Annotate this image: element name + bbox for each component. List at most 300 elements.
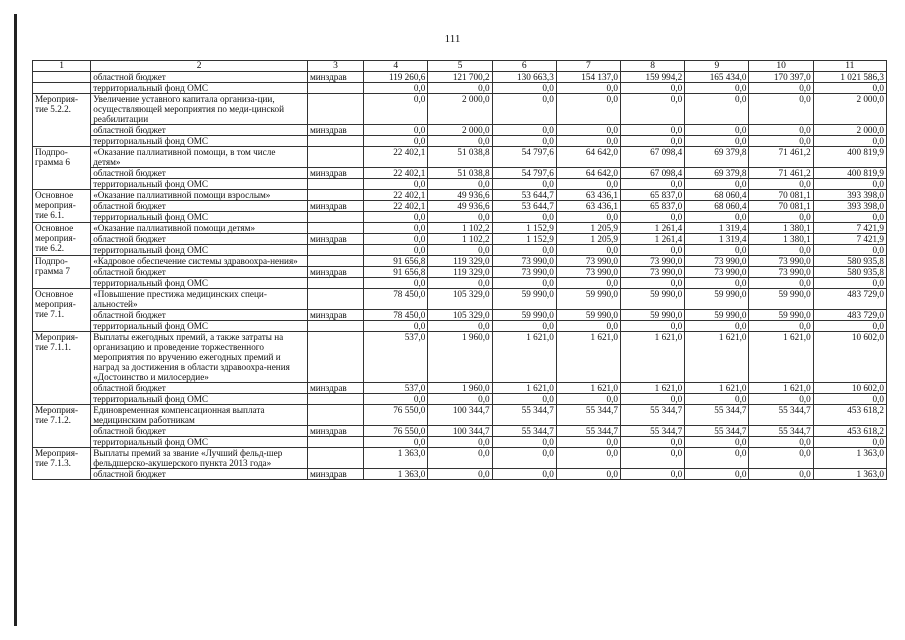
value-cell: 2 000,0 (813, 125, 886, 136)
value-cell: 159 994,2 (621, 72, 685, 83)
value-cell: 68 060,4 (685, 190, 749, 201)
value-cell: 580 935,8 (813, 267, 886, 278)
table-row (33, 448, 887, 469)
value-cell: 22 402,1 (364, 201, 428, 212)
value-cell: 0,0 (685, 245, 749, 256)
value-cell: 0,0 (813, 245, 886, 256)
executor-cell: минздрав (307, 310, 363, 321)
value-cell: 78 450,0 (364, 289, 428, 310)
item-description-cell: областной бюджет (91, 168, 308, 179)
value-cell: 1 621,0 (492, 383, 556, 394)
value-cell: 0,0 (556, 448, 620, 469)
value-cell: 59 990,0 (492, 310, 556, 321)
value-cell: 580 935,8 (813, 256, 886, 267)
value-cell: 0,0 (492, 448, 556, 469)
value-cell: 1 380,1 (749, 234, 813, 245)
table-row (33, 278, 887, 289)
item-description-cell: областной бюджет (91, 234, 308, 245)
value-cell: 0,0 (556, 94, 620, 125)
value-cell: 73 990,0 (621, 267, 685, 278)
value-cell: 0,0 (556, 245, 620, 256)
item-description-cell: Единовременная компенсационная выплата медицинским работникам (91, 405, 308, 426)
value-cell: 105 329,0 (428, 289, 492, 310)
value-cell: 76 550,0 (364, 405, 428, 426)
value-cell: 7 421,9 (813, 223, 886, 234)
value-cell: 119 329,0 (428, 256, 492, 267)
value-cell: 0,0 (428, 437, 492, 448)
value-cell: 0,0 (621, 212, 685, 223)
value-cell: 22 402,1 (364, 147, 428, 168)
value-cell: 54 797,6 (492, 147, 556, 168)
value-cell: 49 936,6 (428, 190, 492, 201)
item-description-cell: территориальный фонд ОМС (91, 394, 308, 405)
header-cell: 10 (749, 61, 813, 72)
value-cell: 0,0 (749, 394, 813, 405)
value-cell: 71 461,2 (749, 168, 813, 179)
value-cell: 55 344,7 (556, 405, 620, 426)
executor-cell (307, 223, 363, 234)
value-cell: 1 261,4 (621, 223, 685, 234)
item-code-cell (33, 72, 91, 83)
executor-cell (307, 94, 363, 125)
value-cell: 59 990,0 (621, 310, 685, 321)
value-cell: 1 102,2 (428, 223, 492, 234)
value-cell: 105 329,0 (428, 310, 492, 321)
budget-table (32, 60, 887, 480)
table-row (33, 212, 887, 223)
value-cell: 1 102,2 (428, 234, 492, 245)
value-cell: 55 344,7 (749, 405, 813, 426)
executor-cell: минздрав (307, 469, 363, 480)
value-cell: 0,0 (428, 83, 492, 94)
table-row (33, 83, 887, 94)
value-cell: 63 436,1 (556, 201, 620, 212)
value-cell: 55 344,7 (621, 426, 685, 437)
item-description-cell: территориальный фонд ОМС (91, 278, 308, 289)
value-cell: 1 621,0 (556, 383, 620, 394)
value-cell: 1 621,0 (749, 383, 813, 394)
item-code-cell: Мероприя-тие 7.1.2. (33, 405, 91, 448)
value-cell: 73 990,0 (556, 256, 620, 267)
value-cell: 0,0 (556, 125, 620, 136)
value-cell: 2 000,0 (813, 94, 886, 125)
value-cell: 0,0 (556, 321, 620, 332)
value-cell: 10 602,0 (813, 383, 886, 394)
item-description-cell: областной бюджет (91, 469, 308, 480)
value-cell: 67 098,4 (621, 168, 685, 179)
value-cell: 1 319,4 (685, 234, 749, 245)
value-cell: 0,0 (685, 179, 749, 190)
value-cell: 0,0 (749, 136, 813, 147)
value-cell: 0,0 (492, 179, 556, 190)
item-description-cell: «Повышение престижа медицинских специ-альностей» (91, 289, 308, 310)
value-cell: 53 644,7 (492, 201, 556, 212)
value-cell: 393 398,0 (813, 201, 886, 212)
value-cell: 0,0 (364, 136, 428, 147)
executor-cell (307, 256, 363, 267)
table-row (33, 437, 887, 448)
table-row (33, 147, 887, 168)
value-cell: 0,0 (685, 448, 749, 469)
item-description-cell: областной бюджет (91, 310, 308, 321)
value-cell: 63 436,1 (556, 190, 620, 201)
executor-cell (307, 448, 363, 469)
value-cell: 537,0 (364, 332, 428, 383)
value-cell: 1 621,0 (685, 332, 749, 383)
value-cell: 0,0 (428, 394, 492, 405)
executor-cell: минздрав (307, 201, 363, 212)
value-cell: 78 450,0 (364, 310, 428, 321)
table-body (33, 61, 887, 480)
item-description-cell: областной бюджет (91, 383, 308, 394)
value-cell: 53 644,7 (492, 190, 556, 201)
value-cell: 68 060,4 (685, 201, 749, 212)
value-cell: 0,0 (556, 136, 620, 147)
value-cell: 0,0 (428, 179, 492, 190)
value-cell: 100 344,7 (428, 405, 492, 426)
value-cell: 1 621,0 (621, 332, 685, 383)
value-cell: 54 797,6 (492, 168, 556, 179)
value-cell: 0,0 (685, 278, 749, 289)
item-description-cell: Увеличение уставного капитала организа-ции, осуществляющей мероприятия по меди-цинской реабилитации (91, 94, 308, 125)
header-cell: 9 (685, 61, 749, 72)
value-cell: 55 344,7 (492, 405, 556, 426)
item-description-cell: «Оказание паллиативной помощи, в том числе детям» (91, 147, 308, 168)
value-cell: 0,0 (492, 469, 556, 480)
table-row (33, 267, 887, 278)
value-cell: 59 990,0 (492, 289, 556, 310)
executor-cell: минздрав (307, 383, 363, 394)
value-cell: 0,0 (749, 212, 813, 223)
executor-cell (307, 332, 363, 383)
value-cell: 0,0 (749, 245, 813, 256)
value-cell: 55 344,7 (492, 426, 556, 437)
value-cell: 130 663,3 (492, 72, 556, 83)
value-cell: 0,0 (492, 94, 556, 125)
value-cell: 119 260,6 (364, 72, 428, 83)
executor-cell (307, 136, 363, 147)
value-cell: 0,0 (621, 394, 685, 405)
value-cell: 69 379,8 (685, 147, 749, 168)
value-cell: 73 990,0 (492, 267, 556, 278)
value-cell: 1 152,9 (492, 223, 556, 234)
value-cell: 76 550,0 (364, 426, 428, 437)
item-code-cell: Основное мероприя-тие 7.1. (33, 289, 91, 332)
value-cell: 65 837,0 (621, 190, 685, 201)
value-cell: 0,0 (813, 83, 886, 94)
value-cell: 0,0 (364, 245, 428, 256)
item-description-cell: «Оказание паллиативной помощи детям» (91, 223, 308, 234)
value-cell: 73 990,0 (749, 267, 813, 278)
value-cell: 0,0 (556, 469, 620, 480)
header-cell: 11 (813, 61, 886, 72)
value-cell: 0,0 (749, 125, 813, 136)
item-description-cell: территориальный фонд ОМС (91, 179, 308, 190)
value-cell: 10 602,0 (813, 332, 886, 383)
value-cell: 0,0 (685, 212, 749, 223)
table-row (33, 234, 887, 245)
item-code-cell: Мероприя-тие 7.1.3. (33, 448, 91, 480)
value-cell: 91 656,8 (364, 256, 428, 267)
header-row (33, 61, 887, 72)
header-cell: 7 (556, 61, 620, 72)
value-cell: 73 990,0 (685, 256, 749, 267)
value-cell: 59 990,0 (685, 289, 749, 310)
value-cell: 400 819,9 (813, 168, 886, 179)
value-cell: 55 344,7 (749, 426, 813, 437)
executor-cell (307, 83, 363, 94)
value-cell: 0,0 (749, 83, 813, 94)
executor-cell (307, 289, 363, 310)
table-row (33, 94, 887, 125)
table-row (33, 245, 887, 256)
value-cell: 483 729,0 (813, 310, 886, 321)
value-cell: 400 819,9 (813, 147, 886, 168)
table-row (33, 168, 887, 179)
value-cell: 1 621,0 (492, 332, 556, 383)
value-cell: 0,0 (428, 212, 492, 223)
value-cell: 1 205,9 (556, 223, 620, 234)
header-cell: 1 (33, 61, 91, 72)
value-cell: 0,0 (556, 437, 620, 448)
table-row (33, 394, 887, 405)
value-cell: 0,0 (813, 437, 886, 448)
value-cell: 453 618,2 (813, 405, 886, 426)
value-cell: 0,0 (428, 278, 492, 289)
value-cell: 70 081,1 (749, 190, 813, 201)
value-cell: 154 137,0 (556, 72, 620, 83)
value-cell: 0,0 (621, 321, 685, 332)
value-cell: 0,0 (813, 136, 886, 147)
value-cell: 0,0 (621, 83, 685, 94)
table-row (33, 136, 887, 147)
value-cell: 1 363,0 (364, 448, 428, 469)
value-cell: 1 363,0 (813, 469, 886, 480)
value-cell: 119 329,0 (428, 267, 492, 278)
value-cell: 0,0 (364, 83, 428, 94)
item-description-cell: территориальный фонд ОМС (91, 212, 308, 223)
value-cell: 1 621,0 (749, 332, 813, 383)
executor-cell (307, 212, 363, 223)
value-cell: 0,0 (813, 212, 886, 223)
value-cell: 0,0 (428, 321, 492, 332)
value-cell: 59 990,0 (749, 289, 813, 310)
value-cell: 0,0 (685, 136, 749, 147)
item-description-cell: территориальный фонд ОМС (91, 83, 308, 94)
value-cell: 2 000,0 (428, 125, 492, 136)
value-cell: 55 344,7 (685, 426, 749, 437)
value-cell: 0,0 (492, 394, 556, 405)
value-cell: 22 402,1 (364, 168, 428, 179)
item-code-cell: Мероприя-тие 5.2.2. (33, 94, 91, 147)
table-row (33, 256, 887, 267)
header-cell: 2 (91, 61, 308, 72)
executor-cell: минздрав (307, 72, 363, 83)
value-cell: 165 434,0 (685, 72, 749, 83)
item-description-cell: областной бюджет (91, 201, 308, 212)
value-cell: 0,0 (749, 437, 813, 448)
value-cell: 1 205,9 (556, 234, 620, 245)
value-cell: 0,0 (813, 394, 886, 405)
table-row (33, 201, 887, 212)
value-cell: 0,0 (364, 212, 428, 223)
item-description-cell: областной бюджет (91, 125, 308, 136)
value-cell: 0,0 (749, 321, 813, 332)
executor-cell: минздрав (307, 267, 363, 278)
value-cell: 1 621,0 (685, 383, 749, 394)
value-cell: 0,0 (492, 245, 556, 256)
executor-cell (307, 405, 363, 426)
item-description-cell: областной бюджет (91, 72, 308, 83)
header-cell: 8 (621, 61, 685, 72)
value-cell: 0,0 (621, 278, 685, 289)
executor-cell (307, 245, 363, 256)
table-row (33, 125, 887, 136)
value-cell: 73 990,0 (492, 256, 556, 267)
item-code-cell (33, 83, 91, 94)
item-description-cell: территориальный фонд ОМС (91, 136, 308, 147)
item-code-cell: Подпро-грамма 7 (33, 256, 91, 289)
executor-cell (307, 321, 363, 332)
value-cell: 0,0 (749, 278, 813, 289)
item-description-cell: областной бюджет (91, 426, 308, 437)
value-cell: 0,0 (685, 125, 749, 136)
value-cell: 0,0 (556, 394, 620, 405)
value-cell: 49 936,6 (428, 201, 492, 212)
value-cell: 59 990,0 (685, 310, 749, 321)
value-cell: 0,0 (492, 278, 556, 289)
item-code-cell: Мероприя-тие 7.1.1. (33, 332, 91, 405)
page-number: 111 (444, 33, 461, 45)
value-cell: 1 363,0 (364, 469, 428, 480)
value-cell: 0,0 (621, 179, 685, 190)
header-cell: 4 (364, 61, 428, 72)
value-cell: 0,0 (556, 212, 620, 223)
executor-cell (307, 147, 363, 168)
value-cell: 0,0 (556, 83, 620, 94)
executor-cell: минздрав (307, 125, 363, 136)
value-cell: 59 990,0 (556, 310, 620, 321)
executor-cell: минздрав (307, 426, 363, 437)
value-cell: 0,0 (364, 394, 428, 405)
value-cell: 59 990,0 (621, 289, 685, 310)
item-description-cell: Выплаты ежегодных премий, а также затраты на организацию и проведение торжественного мероприятия по вручению ежегодных премий и наград за достижения в области здравоохра-нения «Достоинство и милосердие» (91, 332, 308, 383)
table-row (33, 179, 887, 190)
item-code-cell: Основное мероприя-тие 6.1. (33, 190, 91, 223)
value-cell: 55 344,7 (621, 405, 685, 426)
value-cell: 0,0 (749, 179, 813, 190)
value-cell: 0,0 (364, 94, 428, 125)
value-cell: 0,0 (364, 278, 428, 289)
value-cell: 0,0 (556, 179, 620, 190)
value-cell: 0,0 (428, 469, 492, 480)
value-cell: 0,0 (813, 278, 886, 289)
value-cell: 55 344,7 (556, 426, 620, 437)
value-cell: 0,0 (428, 448, 492, 469)
value-cell: 70 081,1 (749, 201, 813, 212)
value-cell: 51 038,8 (428, 168, 492, 179)
value-cell: 0,0 (364, 321, 428, 332)
value-cell: 1 152,9 (492, 234, 556, 245)
value-cell: 1 960,0 (428, 383, 492, 394)
value-cell: 69 379,8 (685, 168, 749, 179)
item-description-cell: территориальный фонд ОМС (91, 437, 308, 448)
value-cell: 100 344,7 (428, 426, 492, 437)
executor-cell: минздрав (307, 234, 363, 245)
value-cell: 73 990,0 (556, 267, 620, 278)
item-description-cell: областной бюджет (91, 267, 308, 278)
value-cell: 0,0 (685, 94, 749, 125)
table-row (33, 469, 887, 480)
table-row (33, 190, 887, 201)
value-cell: 170 397,0 (749, 72, 813, 83)
value-cell: 1 021 586,3 (813, 72, 886, 83)
value-cell: 1 621,0 (556, 332, 620, 383)
table-row (33, 405, 887, 426)
table-row (33, 310, 887, 321)
value-cell: 64 642,0 (556, 168, 620, 179)
header-cell: 3 (307, 61, 363, 72)
value-cell: 0,0 (492, 437, 556, 448)
item-description-cell: «Оказание паллиативной помощи взрослым» (91, 190, 308, 201)
value-cell: 0,0 (556, 278, 620, 289)
value-cell: 0,0 (428, 245, 492, 256)
value-cell: 0,0 (621, 448, 685, 469)
item-code-cell: Подпро-грамма 6 (33, 147, 91, 190)
value-cell: 0,0 (813, 321, 886, 332)
value-cell: 1 261,4 (621, 234, 685, 245)
value-cell: 22 402,1 (364, 190, 428, 201)
executor-cell (307, 190, 363, 201)
value-cell: 1 960,0 (428, 332, 492, 383)
table-row (33, 426, 887, 437)
value-cell: 0,0 (364, 234, 428, 245)
value-cell: 537,0 (364, 383, 428, 394)
value-cell: 121 700,2 (428, 72, 492, 83)
value-cell: 0,0 (621, 125, 685, 136)
value-cell: 73 990,0 (621, 256, 685, 267)
value-cell: 0,0 (621, 94, 685, 125)
value-cell: 1 319,4 (685, 223, 749, 234)
value-cell: 55 344,7 (685, 405, 749, 426)
binding-bar (14, 14, 17, 626)
value-cell: 0,0 (492, 321, 556, 332)
value-cell: 67 098,4 (621, 147, 685, 168)
executor-cell: минздрав (307, 168, 363, 179)
value-cell: 0,0 (685, 394, 749, 405)
value-cell: 0,0 (492, 125, 556, 136)
value-cell: 0,0 (621, 469, 685, 480)
item-description-cell: территориальный фонд ОМС (91, 321, 308, 332)
value-cell: 1 380,1 (749, 223, 813, 234)
value-cell: 0,0 (492, 136, 556, 147)
value-cell: 73 990,0 (685, 267, 749, 278)
value-cell: 0,0 (749, 448, 813, 469)
value-cell: 0,0 (428, 136, 492, 147)
item-code-cell: Основное мероприя-тие 6.2. (33, 223, 91, 256)
value-cell: 91 656,8 (364, 267, 428, 278)
value-cell: 0,0 (685, 469, 749, 480)
value-cell: 7 421,9 (813, 234, 886, 245)
value-cell: 0,0 (685, 437, 749, 448)
executor-cell (307, 179, 363, 190)
value-cell: 0,0 (813, 179, 886, 190)
value-cell: 2 000,0 (428, 94, 492, 125)
item-description-cell: Выплаты премий за звание «Лучший фельд-шер фельдшерско-акушерского пункта 2013 года» (91, 448, 308, 469)
value-cell: 71 461,2 (749, 147, 813, 168)
executor-cell (307, 437, 363, 448)
header-cell: 6 (492, 61, 556, 72)
